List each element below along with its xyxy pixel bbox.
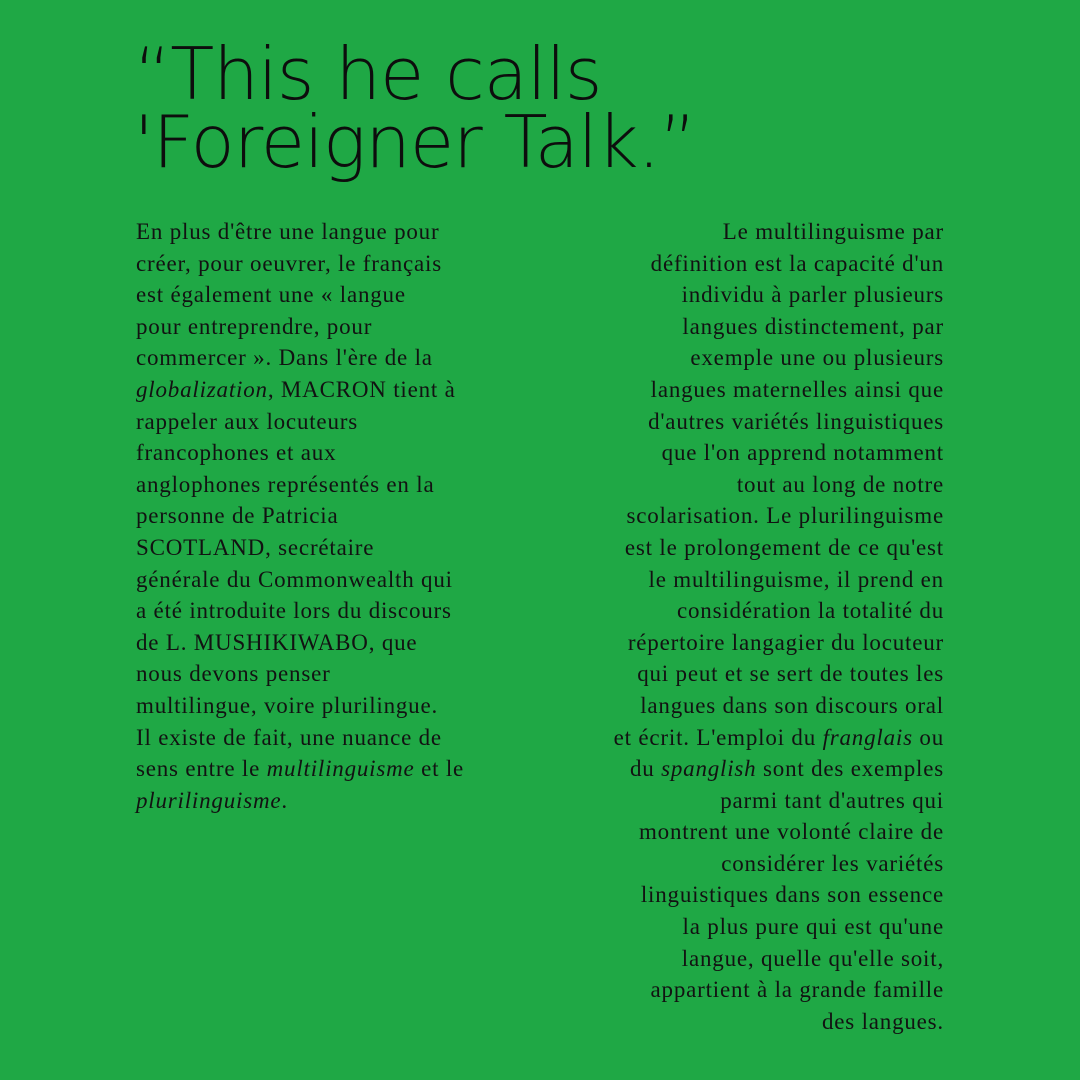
italic-term: spanglish <box>661 756 757 782</box>
text-line <box>136 595 516 627</box>
text-segment: , MACRON tient à <box>267 376 456 402</box>
text-line <box>560 879 944 911</box>
text-segment: de L. MUSHIKIWABO, que <box>136 629 418 655</box>
text-line <box>136 406 516 438</box>
text-line <box>560 1006 944 1038</box>
text-line <box>560 974 944 1006</box>
text-line <box>560 816 944 848</box>
text-line <box>560 848 944 880</box>
text-line <box>560 911 944 943</box>
text-line <box>560 469 944 501</box>
text-segment: Le multilinguisme par <box>722 219 944 244</box>
text-segment: exemple une ou plusieurs <box>690 345 944 371</box>
text-line <box>560 627 944 659</box>
text-segment: pour entreprendre, pour <box>136 313 373 339</box>
text-segment: En plus d'être une langue pour <box>136 219 440 244</box>
text-segment: appartient à la grande famille <box>650 977 944 1003</box>
text-line <box>560 785 944 817</box>
text-line <box>136 753 516 785</box>
text-line <box>560 216 944 248</box>
text-segment: multilingue, voire plurilingue. <box>136 692 439 718</box>
text-segment: et écrit. L'emploi du <box>613 724 823 750</box>
page-title <box>134 32 894 184</box>
text-segment: ou <box>912 724 944 750</box>
text-line <box>136 722 516 754</box>
text-segment: la plus pure qui est qu'une <box>682 914 944 940</box>
text-segment: langues dans son discours oral <box>640 692 944 718</box>
text-segment: définition est la capacité d'un <box>650 250 944 276</box>
text-line <box>136 785 516 817</box>
text-line <box>136 690 516 722</box>
italic-term: plurilinguisme <box>136 787 282 813</box>
text-segment: est le prolongement de ce qu'est <box>624 534 944 560</box>
text-segment: considération la totalité du <box>676 598 944 624</box>
text-line <box>560 595 944 627</box>
text-segment: créer, pour oeuvrer, le français <box>136 250 442 276</box>
text-segment: sont des exemples <box>756 756 944 782</box>
text-segment: tout au long de notre <box>736 471 944 497</box>
text-segment: rappeler aux locuteurs <box>136 408 358 434</box>
text-segment: que l'on apprend notamment <box>661 440 944 466</box>
text-line <box>136 437 516 469</box>
text-segment: langue, quelle qu'elle soit, <box>681 945 944 971</box>
text-segment: Il existe de fait, une nuance de <box>136 724 442 750</box>
text-segment: scolarisation. Le plurilinguisme <box>626 503 944 529</box>
text-segment: langues distinctement, par <box>682 313 944 339</box>
text-line <box>136 279 516 311</box>
text-segment: répertoire langagier du locuteur <box>627 629 944 655</box>
text-segment: SCOTLAND, secrétaire <box>136 534 375 560</box>
text-line <box>136 627 516 659</box>
text-line <box>560 722 944 754</box>
text-segment: linguistiques dans son essence <box>640 882 944 908</box>
text-line <box>560 374 944 406</box>
text-line <box>560 437 944 469</box>
text-line <box>560 279 944 311</box>
text-segment: anglophones représentés en la <box>136 471 435 497</box>
text-line <box>136 564 516 596</box>
text-line <box>136 469 516 501</box>
text-segment: personne de Patricia <box>136 503 339 529</box>
text-segment: nous devons penser <box>136 661 331 687</box>
right-text-column <box>560 216 944 1037</box>
title-line-1: “This he calls <box>134 32 602 116</box>
text-segment: langues maternelles ainsi que <box>650 376 944 402</box>
text-line <box>136 532 516 564</box>
text-line <box>136 374 516 406</box>
text-segment: parmi tant d'autres qui <box>720 787 944 813</box>
text-segment: d'autres variétés linguistiques <box>648 408 944 434</box>
text-line <box>560 532 944 564</box>
text-line <box>560 753 944 785</box>
text-line <box>136 311 516 343</box>
text-line <box>560 564 944 596</box>
italic-term: franglais <box>822 724 913 750</box>
text-segment: francophones et aux <box>136 440 337 466</box>
text-segment: le multilinguisme, il prend en <box>648 566 944 592</box>
text-segment: considérer les variétés <box>721 850 944 876</box>
text-line <box>136 216 516 248</box>
text-segment: du <box>629 756 662 782</box>
text-line <box>560 658 944 690</box>
text-line <box>560 406 944 438</box>
text-line <box>560 342 944 374</box>
text-segment: des langues. <box>821 1008 944 1034</box>
left-text-column <box>136 216 516 816</box>
text-line <box>560 943 944 975</box>
text-segment: individu à parler plusieurs <box>681 282 944 308</box>
text-segment: et le <box>414 756 465 782</box>
text-segment: . <box>281 787 288 813</box>
text-line <box>136 658 516 690</box>
text-line <box>560 248 944 280</box>
text-line <box>560 311 944 343</box>
text-line <box>136 342 516 374</box>
text-line <box>136 500 516 532</box>
text-segment: est également une « langue <box>136 282 406 308</box>
italic-term: globalization <box>136 376 268 402</box>
title-line-2: 'Foreigner Talk.” <box>134 100 696 184</box>
text-segment: a été introduite lors du discours <box>136 598 452 624</box>
text-line <box>560 500 944 532</box>
text-segment: qui peut et se sert de toutes les <box>637 661 944 687</box>
text-segment: montrent une volonté claire de <box>638 819 944 845</box>
italic-term: multilinguisme <box>266 756 415 782</box>
text-segment: sens entre le <box>136 756 267 782</box>
text-line <box>560 690 944 722</box>
text-segment: générale du Commonwealth qui <box>136 566 453 592</box>
text-segment: commercer ». Dans l'ère de la <box>136 345 433 371</box>
text-line <box>136 248 516 280</box>
